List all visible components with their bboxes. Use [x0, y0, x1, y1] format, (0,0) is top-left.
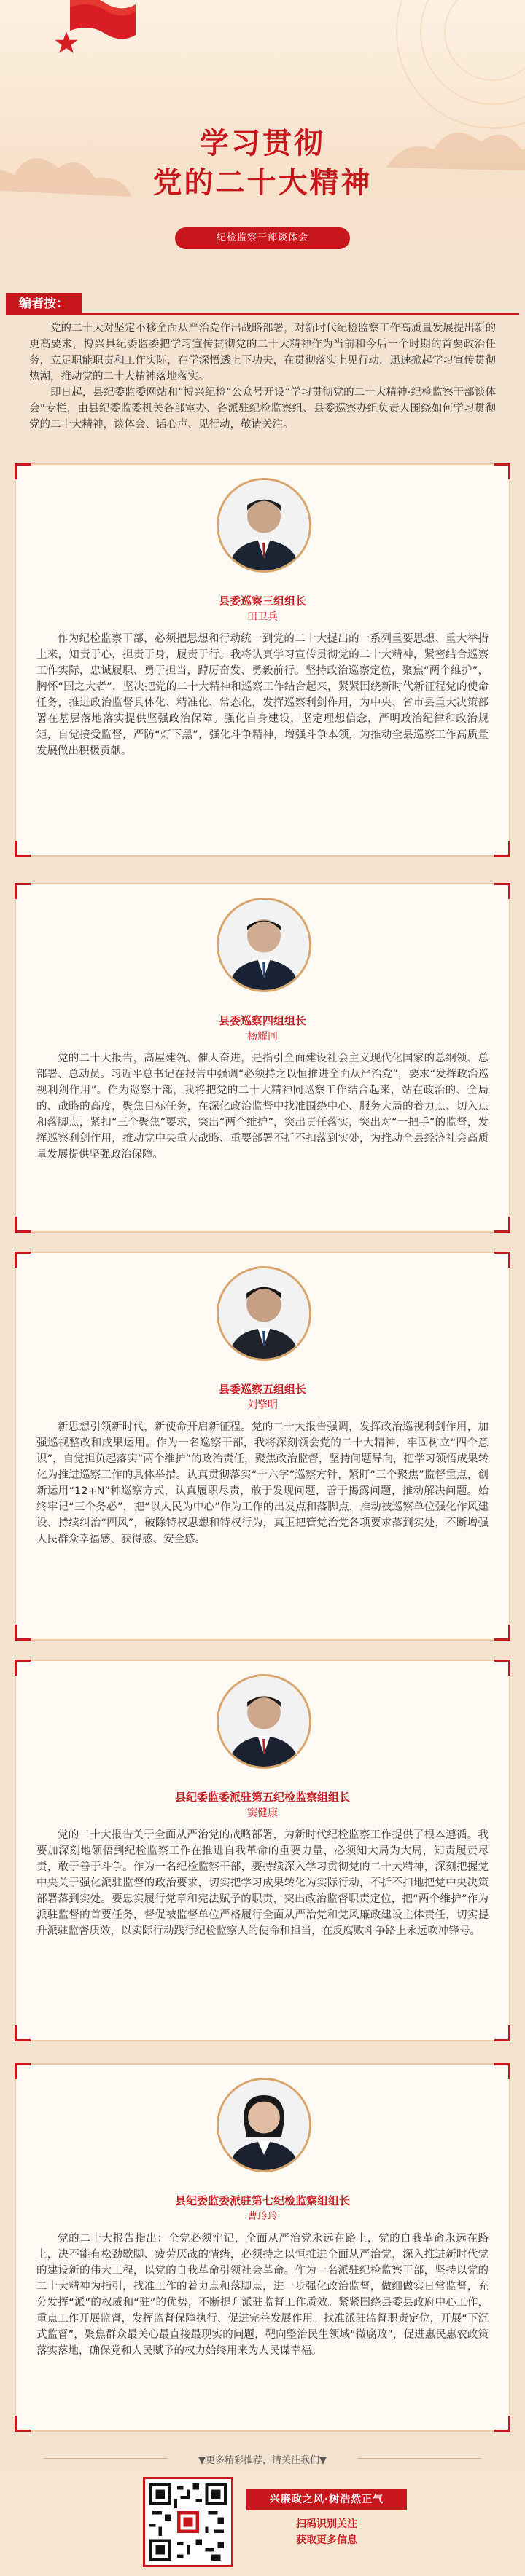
- profile-card: [15, 2063, 510, 2432]
- profile-text: 党的二十大报告指出：全党必须牢记，全面从严治党永远在路上，党的自我革命永远在路上，决不能有松劲歇脚、疲劳厌战的情绪，必须持之以恒推进全面从严治党，深入推进新时代党的建设新的伟大工程，以党的自我革命引领社会革命。作为一名派驻纪检监察干部，坚持以党的二十大精神为指引，找准工作的着力点和落脚点，进一步强化政治监督，做细做实日常监督，充分发挥“派”的权威和“驻”的优势，不断提升派驻监督工作质效。紧紧围绕县委县政府中心工作，重点工作开展监督，发挥监督保障执行、促进完善发展作用。找准派驻监督职责定位，开展“下沉式监督”，聚焦群众最关心最直接最现实的问题，靶向整治民生领域“微腐败”，促进惠民惠农政策落实落地，确保党和人民赋予的权力始终用来为人民谋幸福。: [36, 2233, 489, 2357]
- profile-role: 县委巡察三组组长: [218, 594, 306, 608]
- slogan-banner: 兴廉政之风·树浩然正气: [246, 2489, 407, 2510]
- column-subtitle-text: 纪检监察干部谈体会: [216, 232, 308, 243]
- profile-name: 刘擎明: [247, 1399, 278, 1411]
- portrait-photo: [217, 478, 311, 573]
- editor-note-paragraph: 即日起，县纪委监委网站和“博兴纪检”公众号开设“学习贯彻党的二十大精神·纪检监察干部谈体会”专栏，由县纪委监委机关各部室办、各派驻纪检监察组、县委巡察办组负责人围绕如何学习贯彻党的二十大精神，谈体会、话心声、见行动，敬请关注。: [29, 387, 496, 431]
- divider: [357, 2458, 481, 2459]
- profile-name: 杨耀同: [247, 1031, 278, 1042]
- profile-role: 县纪委监委派驻第五纪检监察组组长: [174, 1791, 350, 1804]
- profile-name: 曹玲玲: [247, 2211, 278, 2223]
- editor-note: [29, 321, 496, 433]
- hero-banner: [0, 0, 525, 291]
- profile-name: 窦健康: [247, 1807, 278, 1819]
- editor-note-label: 编者按：: [6, 293, 82, 315]
- title-line-1: 学习贯彻: [200, 126, 325, 160]
- column-subtitle: [175, 227, 350, 249]
- profile-text: 新思想引领新时代，新使命开启新征程。党的二十大报告强调，发挥政治巡视利剑作用，加强巡视整改和成果运用。作为一名巡察干部，我将深刻领会党的二十大精神，牢固树立“四个意识”，自觉担负起落实“两个维护”的政治责任，聚焦政治监督，坚持问题导向，把学习领悟成果转化为推进巡察工作的具体举措。认真贯彻落实“十六字”巡察方针，紧盯“三个聚焦”监督重点，创新运用“12+N”种巡察方式，认真履职尽责，敢于发现问题，善于揭露问题，推动解决问题。始终牢记“三个务必”，把“以人民为中心”作为工作的出发点和落脚点，推动被巡察单位强化作风建设、持续纠治“四风”，破除特权思想和特权行为，真正把管党治党各项要求落到实处，不断增强人民群众幸福感、获得感、安全感。: [36, 1421, 489, 1545]
- profile-card: [15, 883, 510, 1233]
- profile-text: 党的二十大报告关于全面从严治党的战略部署，为新时代纪检监察工作提供了根本遵循。我要加深刻地领悟到纪检监察工作在推进自我革命的重要力量，必须知大局为大局，知责履责尽责，敢于善于斗争。作为一名纪检监察干部，要持续深入学习贯彻党的二十大精神，深刻把握党中央关于强化派驻监督的政治要求，切实把学习成果转化为实际行动，不折不扣地把党中央决策部署落到实处。要忠实履行党章和宪法赋予的职责，突出政治监督职责定位，把“两个维护”作为派驻监督的首要任务，督促被监督单位严格履行全面从严治党和党风廉政建设主体责任，切实提升派驻监督质效，以实际行动践行纪检监察人的使命和担当，在反腐败斗争路上永远吹冲锋号。: [36, 1829, 489, 1937]
- editor-note-paragraph: 党的二十大对坚定不移全面从严治党作出战略部署，对新时代纪检监察工作高质量发展提出新的更高要求，博兴县纪委监委把学习宣传贯彻党的二十大精神作为当前和今后一个时期的首要政治任务，立足职能职责和工作实际，在学深悟透上下功夫，在贯彻落实上见行动，迅速掀起学习宣传贯彻热潮，推动党的二十大精神落地落实。: [29, 323, 496, 382]
- footer: [0, 2471, 525, 2576]
- profile-card: [15, 1252, 510, 1641]
- profile-text: 作为纪检监察干部，必须把思想和行动统一到党的二十大提出的一系列重要思想、重大举措上来，知责于心，担责于身，履责于行。我将认真学习宣传贯彻党的二十大精神，紧密结合巡察工作实际，忠诚履职、勇于担当，踔厉奋发、勇毅前行。坚持政治巡察定位，聚焦“两个维护”，胸怀“国之大者”，坚决把党的二十大精神和巡察工作结合起来，紧紧围绕新时代新征程党的使命任务，推进政治监督具体化、精准化、常态化，发挥巡察利剑作用，为中央、省市县重大决策部署在基层落地落实提供坚强政治保障。强化自身建设，坚定理想信念，严明政治纪律和政治规矩，自觉接受监督，严防“灯下黑”，强化斗争精神，增强斗争本领，为推动全县巡察工作高质量发展做出积极贡献。: [36, 633, 489, 757]
- divider: [82, 313, 519, 315]
- title-line-2: 党的二十大精神: [152, 165, 373, 200]
- profile-role: 县委巡察五组组长: [218, 1383, 306, 1396]
- portrait-photo: [217, 2078, 311, 2172]
- profile-card: [15, 463, 510, 857]
- scan-line-2: 获取更多信息: [296, 2534, 357, 2546]
- star-icon: [54, 31, 79, 55]
- portrait-photo: [217, 898, 311, 992]
- profile-card: [15, 1660, 510, 2041]
- page-title: [0, 124, 525, 203]
- scan-prompt: [246, 2516, 407, 2548]
- qr-code[interactable]: [143, 2477, 233, 2567]
- portrait-photo: [217, 1266, 311, 1361]
- scan-line-1: 扫码识别关注: [296, 2518, 357, 2530]
- profile-text: 党的二十大报告，高屋建瓴、催人奋进，是指引全面建设社会主义现代化国家的总纲领、总部署、总动员。习近平总书记在报告中强调“必须持之以恒推进全面从严治党”，要求“发挥政治巡视利剑作用”。作为巡察干部，我将把党的二十大精神同巡察工作结合起来，站在政治的、全局的、战略的高度，聚焦目标任务，在深化政治监督中找准围绕中心、服务大局的着力点、切入点和落脚点，紧扣“三个聚焦”要求，突出“两个维护”，突出责任落实，突出对“一把手”的监督，发挥巡察利剑作用，推动党中央重大战略、重要部署不折不扣落到实处，为推动全县经济社会高质量发展提供坚强政治保障。: [36, 1053, 489, 1161]
- profile-role: 县委巡察四组组长: [218, 1014, 306, 1027]
- portrait-photo: [217, 1674, 311, 1769]
- profile-role: 县纪委监委派驻第七纪检监察组组长: [174, 2194, 350, 2207]
- qr-code-icon: [149, 2483, 227, 2561]
- profile-name: 田卫兵: [247, 611, 278, 623]
- more-recommend-text: ▼更多精彩推荐，请关注我们▼: [198, 2455, 327, 2466]
